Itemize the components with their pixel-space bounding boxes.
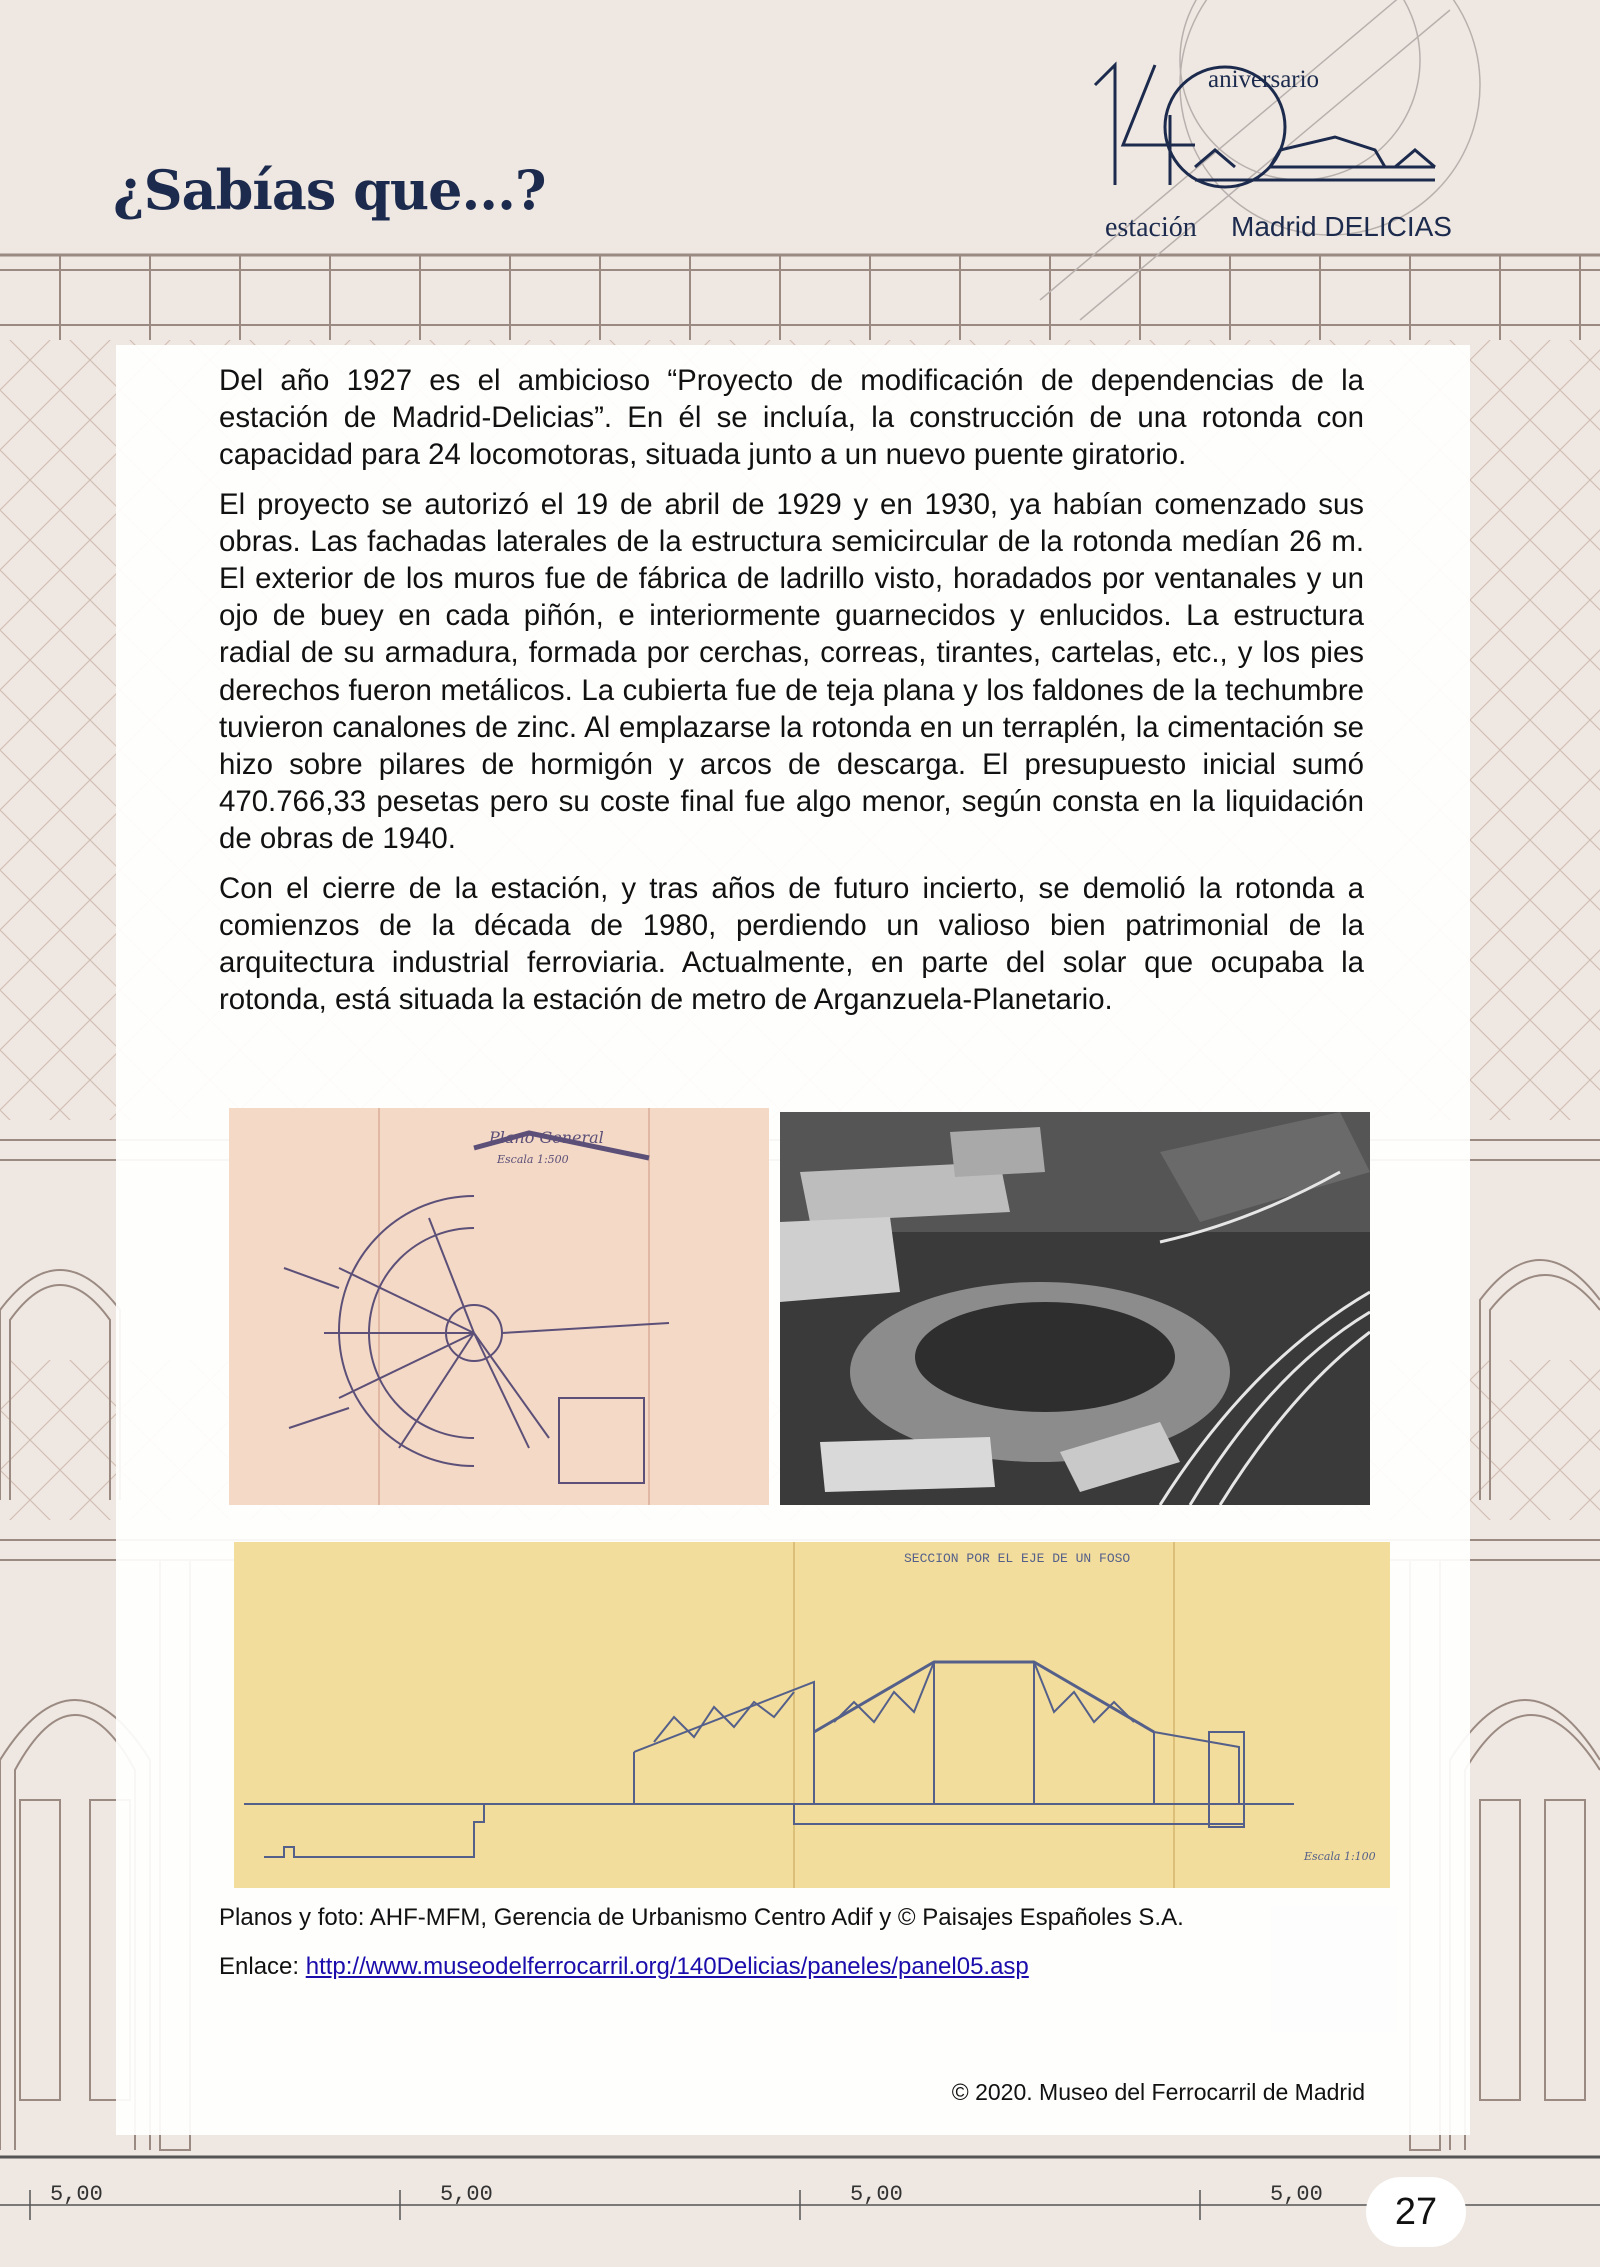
plan-title: Plano General: [489, 1128, 604, 1147]
dimension-mark: 5,00: [440, 2182, 493, 2207]
section-title: SECCION POR EL EJE DE UN FOSO: [904, 1551, 1131, 1566]
paragraph: Con el cierre de la estación, y tras años de futuro incierto, se demolió la rotonda a comienzos de la década de 1980, perdiendo un valioso bien patrimonial de la arquitectura industrial ferroviaria. Actualmente, en parte del solar que ocupaba la rotonda, está situada la estación de metro de Arganzuela-Planetario.: [219, 871, 1364, 1017]
logo-station-name: Madrid DELICIAS: [1231, 211, 1452, 242]
logo-aniversario-label: aniversario: [1208, 66, 1320, 93]
paragraph: El proyecto se autorizó el 19 de abril de 1929 y en 1930, ya habían comenzado sus obras. Las fachadas laterales de la estructura semicircular de la rotonda medían 26 m. El exterior de los muros fue de fábrica de ladrillo visto, horadados por ventanales y un ojo de buey en cada piñón, e interiormente guarnecidos y enlucidos. La estructura radial de su armadura, formada por cerchas, correas, tirantes, cartelas, etc., y los pies derechos fueron metálicos. La cubierta fue de teja plana y los faldones de la techumbre tuvieron canalones de zinc. Al emplazarse la rotonda en un terraplén, la cimentación se hizo sobre pilares de hormigón y arcos de descarga. El presupuesto inicial sumó 470.766,33 pesetas pero su coste final fue algo menor, según consta en la liquidación de obras de 1940.: [219, 487, 1364, 856]
section-drawing: [234, 1542, 1390, 1888]
link-label: Enlace:: [219, 1953, 306, 1980]
dimension-mark: 5,00: [850, 2182, 903, 2207]
copyright: © 2020. Museo del Ferrocarril de Madrid: [951, 2079, 1365, 2105]
plan-scale: Escala 1:500: [497, 1153, 569, 1166]
dimension-mark: 5,00: [1270, 2182, 1323, 2207]
article-body: [219, 362, 1364, 1030]
rotunda-plan-image: [229, 1108, 769, 1505]
section-scale: Escala 1:100: [1304, 1850, 1376, 1863]
link-line: [219, 1953, 1029, 1981]
panel-link[interactable]: http://www.museodelferrocarril.org/140Delicias/paneles/panel05.asp: [305, 1953, 1029, 1980]
anniversary-logo: [1075, 55, 1475, 255]
aerial-photo: [780, 1112, 1370, 1505]
page-title: ¿Sabías que...?: [113, 158, 546, 222]
logo-station-prefix: estación: [1105, 212, 1197, 243]
page-number: 27: [1366, 2177, 1466, 2247]
paragraph: Del año 1927 es el ambicioso “Proyecto de modificación de dependencias de la estación de Madrid-Delicias”. En él se incluía, la construcción de una rotonda con capacidad para 24 locomotoras, situada junto a un nuevo puente giratorio.: [219, 364, 1364, 472]
dimension-mark: 5,00: [50, 2182, 103, 2207]
image-credits: Planos y foto: AHF-MFM, Gerencia de Urbanismo Centro Adif y © Paisajes Españoles S.A.: [219, 1904, 1184, 1931]
